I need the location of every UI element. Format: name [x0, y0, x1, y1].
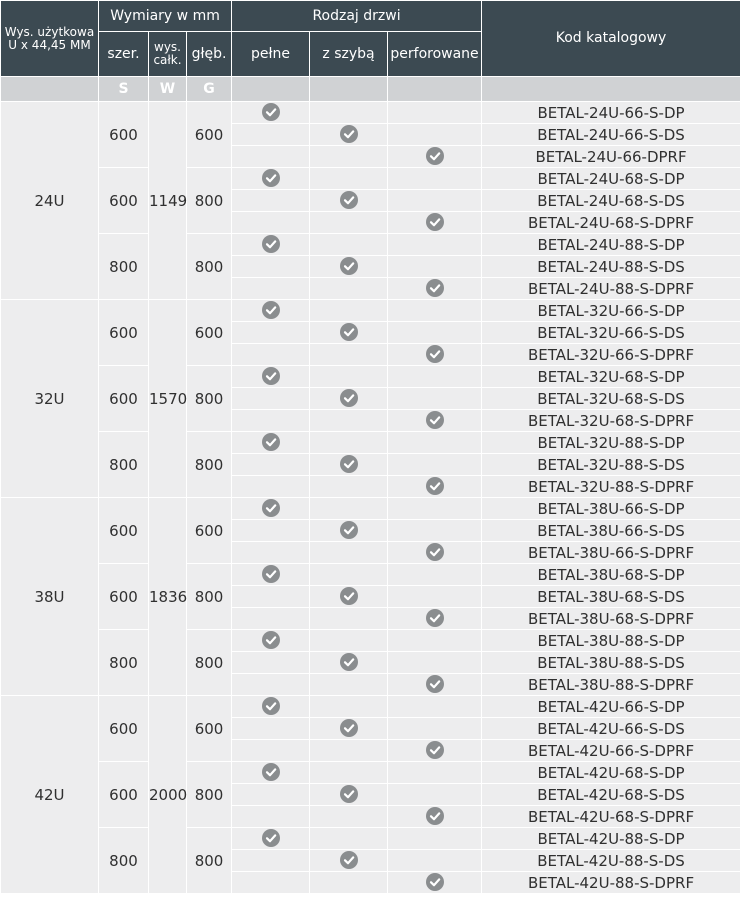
door-perforated-cell — [388, 564, 482, 586]
door-full-cell — [232, 652, 310, 674]
door-glass-cell — [310, 630, 388, 652]
catalog-code-cell: BETAL-24U-66-DPRF — [482, 146, 740, 168]
depth-cell: 800 — [187, 366, 232, 432]
catalog-code-cell: BETAL-24U-68-S-DP — [482, 168, 740, 190]
door-perforated-cell — [388, 740, 482, 762]
width-cell: 600 — [99, 696, 149, 762]
depth-cell: 800 — [187, 828, 232, 894]
units-cell: 24U — [1, 102, 99, 300]
catalog-code-cell: BETAL-42U-68-S-DP — [482, 762, 740, 784]
check-circle-icon — [340, 521, 358, 539]
units-cell: 38U — [1, 498, 99, 696]
table-row — [1, 234, 740, 256]
door-full-cell — [232, 498, 310, 520]
door-perforated-cell — [388, 388, 482, 410]
width-cell: 600 — [99, 564, 149, 630]
door-perforated-cell — [388, 696, 482, 718]
width-cell: 800 — [99, 630, 149, 696]
door-full-cell — [232, 696, 310, 718]
door-glass-cell — [310, 784, 388, 806]
check-circle-icon — [426, 345, 444, 363]
door-glass-cell — [310, 674, 388, 696]
door-full-cell — [232, 168, 310, 190]
door-glass-cell — [310, 498, 388, 520]
catalog-code-cell: BETAL-42U-66-S-DP — [482, 696, 740, 718]
catalog-code-cell: BETAL-42U-88-S-DS — [482, 850, 740, 872]
door-perforated-cell — [388, 520, 482, 542]
symbol-empty-cell — [310, 77, 388, 102]
door-full-cell — [232, 256, 310, 278]
table-row — [1, 432, 740, 454]
table-row — [1, 564, 740, 586]
catalog-code-cell: BETAL-42U-68-S-DPRF — [482, 806, 740, 828]
total-height-cell: 1149 — [149, 102, 187, 300]
door-glass-cell — [310, 608, 388, 630]
check-circle-icon — [262, 499, 280, 517]
width-cell: 800 — [99, 234, 149, 300]
check-circle-icon — [426, 807, 444, 825]
check-circle-icon — [426, 675, 444, 693]
total-height-cell: 1836 — [149, 498, 187, 696]
door-full-cell — [232, 388, 310, 410]
door-full-cell — [232, 630, 310, 652]
total-height-cell: 2000 — [149, 696, 187, 894]
width-cell: 800 — [99, 828, 149, 894]
catalog-code-cell: BETAL-32U-68-S-DPRF — [482, 410, 740, 432]
catalog-code-cell: BETAL-32U-88-S-DP — [482, 432, 740, 454]
check-circle-icon — [340, 653, 358, 671]
check-circle-icon — [262, 301, 280, 319]
catalog-code-cell: BETAL-32U-66-S-DS — [482, 322, 740, 344]
door-perforated-cell — [388, 256, 482, 278]
door-perforated-cell — [388, 366, 482, 388]
catalog-code-cell: BETAL-38U-66-S-DPRF — [482, 542, 740, 564]
door-full-cell — [232, 344, 310, 366]
door-full-cell — [232, 102, 310, 124]
door-full-cell — [232, 674, 310, 696]
door-glass-cell — [310, 806, 388, 828]
depth-cell: 800 — [187, 432, 232, 498]
check-circle-icon — [426, 477, 444, 495]
table-header — [1, 1, 740, 102]
check-circle-icon — [340, 323, 358, 341]
check-circle-icon — [262, 169, 280, 187]
catalog-code-cell: BETAL-24U-66-S-DS — [482, 124, 740, 146]
width-cell: 600 — [99, 168, 149, 234]
door-full-cell — [232, 718, 310, 740]
door-full-cell — [232, 124, 310, 146]
check-circle-icon — [340, 125, 358, 143]
units-cell: 32U — [1, 300, 99, 498]
depth-symbol: G — [187, 77, 232, 102]
door-type-header: Rodzaj drzwi — [232, 1, 482, 32]
table-row — [1, 696, 740, 718]
check-circle-icon — [426, 873, 444, 891]
door-glass-cell — [310, 388, 388, 410]
door-perforated-cell — [388, 344, 482, 366]
door-perforated-cell — [388, 454, 482, 476]
symbol-empty-cell — [232, 77, 310, 102]
door-glass-cell — [310, 652, 388, 674]
catalog-code-cell: BETAL-24U-88-S-DPRF — [482, 278, 740, 300]
door-full-cell — [232, 586, 310, 608]
usable-height-header: Wys. użytkowa U x 44,45 MM — [1, 1, 99, 77]
door-full-cell — [232, 212, 310, 234]
door-perforated-cell — [388, 872, 482, 894]
check-circle-icon — [262, 235, 280, 253]
dimensions-header: Wymiary w mm — [99, 1, 232, 32]
door-glass-cell — [310, 520, 388, 542]
depth-cell: 800 — [187, 234, 232, 300]
width-cell: 600 — [99, 366, 149, 432]
check-circle-icon — [340, 191, 358, 209]
door-perforated-cell — [388, 498, 482, 520]
catalog-code-cell: BETAL-42U-68-S-DS — [482, 784, 740, 806]
door-perforated-cell — [388, 102, 482, 124]
door-glass-cell — [310, 696, 388, 718]
door-full-cell — [232, 850, 310, 872]
check-circle-icon — [262, 367, 280, 385]
catalog-code-cell: BETAL-24U-66-S-DP — [482, 102, 740, 124]
door-glass-cell — [310, 278, 388, 300]
table-row — [1, 366, 740, 388]
door-full-cell — [232, 762, 310, 784]
door-glass-cell — [310, 168, 388, 190]
catalog-code-cell: BETAL-38U-88-S-DP — [482, 630, 740, 652]
door-glass-cell — [310, 476, 388, 498]
door-glass-cell — [310, 454, 388, 476]
door-perforated-cell — [388, 168, 482, 190]
door-glass-cell — [310, 322, 388, 344]
door-perforated-cell — [388, 674, 482, 696]
door-glass-cell — [310, 300, 388, 322]
door-full-cell — [232, 476, 310, 498]
door-perforated-cell — [388, 784, 482, 806]
check-circle-icon — [262, 103, 280, 121]
width-cell: 600 — [99, 102, 149, 168]
door-full-cell — [232, 146, 310, 168]
door-perforated-cell — [388, 542, 482, 564]
door-full-cell — [232, 520, 310, 542]
check-circle-icon — [262, 697, 280, 715]
table-row — [1, 828, 740, 850]
catalog-code-cell: BETAL-38U-68-S-DS — [482, 586, 740, 608]
depth-cell: 800 — [187, 630, 232, 696]
table-body — [1, 102, 740, 894]
catalog-code-cell: BETAL-24U-68-S-DPRF — [482, 212, 740, 234]
door-full-cell — [232, 828, 310, 850]
depth-cell: 600 — [187, 102, 232, 168]
table-row — [1, 300, 740, 322]
door-glass-cell — [310, 212, 388, 234]
door-perforated-cell — [388, 300, 482, 322]
door-perforated-cell — [388, 212, 482, 234]
check-circle-icon — [340, 257, 358, 275]
door-perforated-cell — [388, 652, 482, 674]
door-perforated-cell — [388, 322, 482, 344]
check-circle-icon — [426, 411, 444, 429]
catalog-code-cell: BETAL-38U-88-S-DPRF — [482, 674, 740, 696]
door-full-cell — [232, 542, 310, 564]
symbol-empty-cell — [388, 77, 482, 102]
door-full-cell — [232, 234, 310, 256]
width-cell: 600 — [99, 300, 149, 366]
door-glass-cell — [310, 432, 388, 454]
door-glass-cell — [310, 124, 388, 146]
depth-cell: 800 — [187, 564, 232, 630]
symbol-empty-cell — [482, 77, 740, 102]
door-full-cell — [232, 322, 310, 344]
door-full-cell — [232, 366, 310, 388]
catalog-code-cell: BETAL-38U-68-S-DPRF — [482, 608, 740, 630]
door-glass-cell — [310, 762, 388, 784]
door-full-cell — [232, 454, 310, 476]
catalog-code-cell: BETAL-32U-66-S-DPRF — [482, 344, 740, 366]
depth-cell: 600 — [187, 498, 232, 564]
door-perforated-cell — [388, 762, 482, 784]
door-perforated-cell — [388, 146, 482, 168]
door-perforated-cell — [388, 806, 482, 828]
check-circle-icon — [262, 631, 280, 649]
catalog-code-cell: BETAL-32U-88-S-DPRF — [482, 476, 740, 498]
check-circle-icon — [426, 609, 444, 627]
door-glass-cell — [310, 410, 388, 432]
door-glass-cell — [310, 146, 388, 168]
door-full-cell — [232, 806, 310, 828]
door-perforated-cell — [388, 432, 482, 454]
depth-cell: 800 — [187, 168, 232, 234]
width-symbol: S — [99, 77, 149, 102]
height-symbol: W — [149, 77, 187, 102]
door-perforated-cell — [388, 718, 482, 740]
width-cell: 800 — [99, 432, 149, 498]
catalog-code-cell: BETAL-32U-68-S-DP — [482, 366, 740, 388]
table-row — [1, 630, 740, 652]
door-perforated-cell — [388, 828, 482, 850]
check-circle-icon — [340, 851, 358, 869]
total-height-header: wys. całk. — [149, 32, 187, 77]
door-perforated-cell — [388, 586, 482, 608]
check-circle-icon — [340, 785, 358, 803]
catalog-code-cell: BETAL-38U-66-S-DS — [482, 520, 740, 542]
door-glass-cell — [310, 344, 388, 366]
catalog-code-header: Kod katalogowy — [482, 1, 740, 77]
catalog-code-cell: BETAL-32U-66-S-DP — [482, 300, 740, 322]
width-cell: 600 — [99, 498, 149, 564]
door-full-cell — [232, 608, 310, 630]
door-glass-cell — [310, 850, 388, 872]
door-full-cell — [232, 784, 310, 806]
check-circle-icon — [340, 455, 358, 473]
door-glass-cell — [310, 718, 388, 740]
catalog-code-cell: BETAL-24U-68-S-DS — [482, 190, 740, 212]
door-perforated-cell — [388, 278, 482, 300]
catalog-code-cell: BETAL-32U-88-S-DS — [482, 454, 740, 476]
door-glass-cell — [310, 256, 388, 278]
catalog-code-cell: BETAL-42U-66-S-DPRF — [482, 740, 740, 762]
depth-cell: 800 — [187, 762, 232, 828]
check-circle-icon — [426, 741, 444, 759]
door-glass-cell — [310, 190, 388, 212]
width-cell: 600 — [99, 762, 149, 828]
door-perforated-header: perforowane — [388, 32, 482, 77]
door-glass-cell — [310, 234, 388, 256]
depth-cell: 600 — [187, 696, 232, 762]
door-full-cell — [232, 300, 310, 322]
door-perforated-cell — [388, 850, 482, 872]
door-full-cell — [232, 740, 310, 762]
door-glass-cell — [310, 366, 388, 388]
door-glass-cell — [310, 564, 388, 586]
door-perforated-cell — [388, 124, 482, 146]
symbol-row — [1, 77, 740, 102]
catalog-code-cell: BETAL-42U-88-S-DPRF — [482, 872, 740, 894]
door-glass-cell — [310, 542, 388, 564]
check-circle-icon — [340, 389, 358, 407]
catalog-code-cell: BETAL-38U-66-S-DP — [482, 498, 740, 520]
door-perforated-cell — [388, 476, 482, 498]
check-circle-icon — [426, 543, 444, 561]
door-glass-cell — [310, 828, 388, 850]
catalog-code-cell: BETAL-38U-68-S-DP — [482, 564, 740, 586]
width-header: szer. — [99, 32, 149, 77]
total-height-cell: 1570 — [149, 300, 187, 498]
door-glass-cell — [310, 872, 388, 894]
check-circle-icon — [262, 433, 280, 451]
check-circle-icon — [340, 719, 358, 737]
door-glass-cell — [310, 740, 388, 762]
door-perforated-cell — [388, 234, 482, 256]
door-full-cell — [232, 410, 310, 432]
check-circle-icon — [262, 829, 280, 847]
door-perforated-cell — [388, 410, 482, 432]
table-row — [1, 762, 740, 784]
door-perforated-cell — [388, 608, 482, 630]
check-circle-icon — [262, 565, 280, 583]
door-full-cell — [232, 564, 310, 586]
door-perforated-cell — [388, 630, 482, 652]
catalog-code-cell: BETAL-24U-88-S-DP — [482, 234, 740, 256]
door-full-header: pełne — [232, 32, 310, 77]
depth-header: głęb. — [187, 32, 232, 77]
catalog-code-cell: BETAL-24U-88-S-DS — [482, 256, 740, 278]
door-full-cell — [232, 278, 310, 300]
table-row — [1, 498, 740, 520]
door-full-cell — [232, 190, 310, 212]
catalog-code-cell: BETAL-38U-88-S-DS — [482, 652, 740, 674]
check-circle-icon — [262, 763, 280, 781]
door-glass-header: z szybą — [310, 32, 388, 77]
table-row — [1, 168, 740, 190]
check-circle-icon — [426, 213, 444, 231]
door-full-cell — [232, 872, 310, 894]
units-cell: 42U — [1, 696, 99, 894]
door-glass-cell — [310, 586, 388, 608]
catalog-code-cell: BETAL-42U-66-S-DS — [482, 718, 740, 740]
door-perforated-cell — [388, 190, 482, 212]
table-row — [1, 102, 740, 124]
check-circle-icon — [426, 279, 444, 297]
door-glass-cell — [310, 102, 388, 124]
catalog-code-cell: BETAL-42U-88-S-DP — [482, 828, 740, 850]
check-circle-icon — [426, 147, 444, 165]
catalog-code-cell: BETAL-32U-68-S-DS — [482, 388, 740, 410]
depth-cell: 600 — [187, 300, 232, 366]
symbol-empty-cell — [1, 77, 99, 102]
check-circle-icon — [340, 587, 358, 605]
door-full-cell — [232, 432, 310, 454]
